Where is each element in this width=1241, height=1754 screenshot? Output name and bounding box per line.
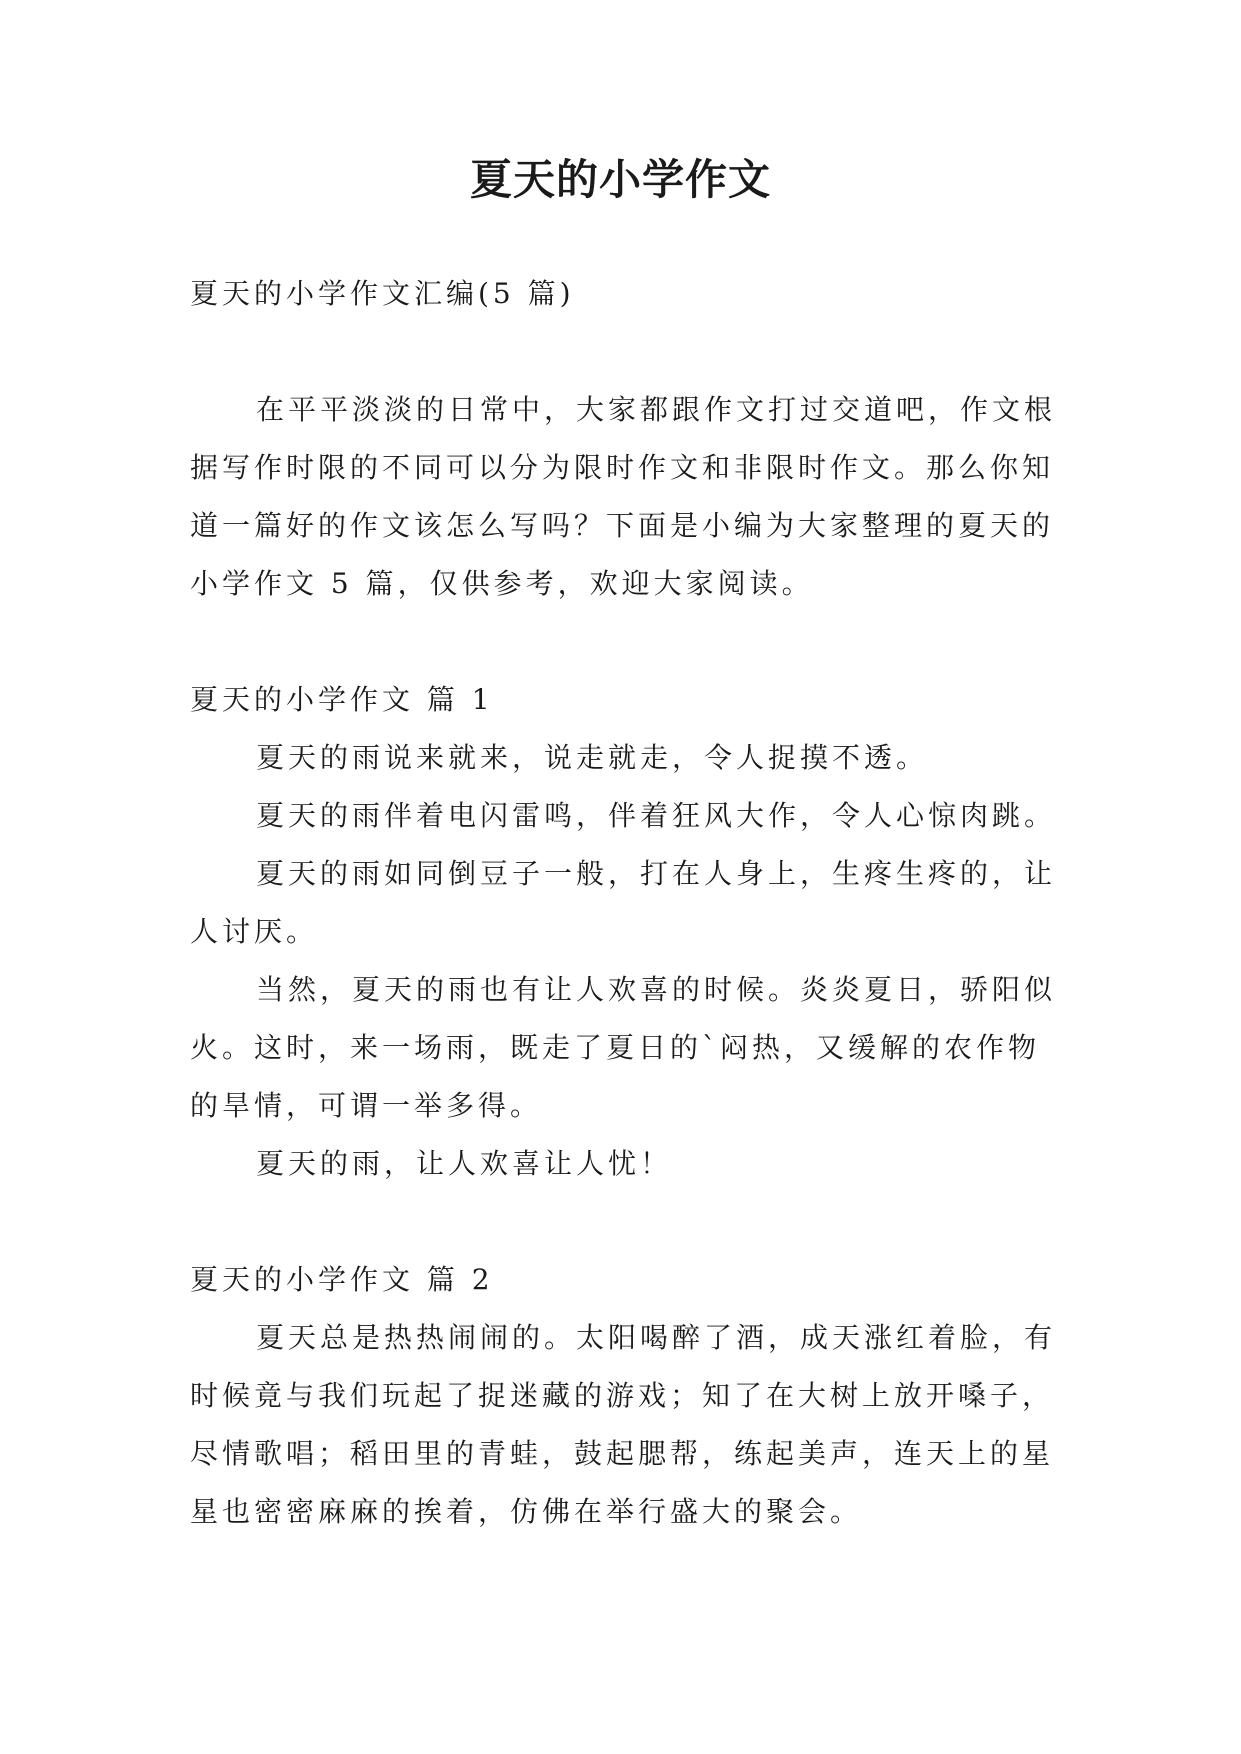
document-body (190, 265, 1070, 1541)
document-title: 夏天的小学作文 (469, 155, 771, 204)
section-paragraph: 夏天的雨伴着电闪雷鸣，伴着狂风大作，令人心惊肉跳。 (256, 799, 1057, 832)
intro-paragraph: 在平平淡淡的日常中，大家都跟作文打过交道吧，作文根据写作时限的不同可以分为限时作文和非限时作文。那么你知道一篇好的作文该怎么写吗？下面是小编为大家整理的夏天的小学作文 5 篇，仅供参考，欢迎大家阅读。 (190, 393, 1057, 600)
section-paragraph: 夏天的雨如同倒豆子一般，打在人身上，生疼生疼的，让人讨厌。 (190, 857, 1057, 948)
section-paragraph: 夏天的雨说来就来，说走就走，令人捉摸不透。 (256, 741, 929, 774)
spacer (190, 613, 1070, 671)
section-paragraph: 夏天总是热热闹闹的。太阳喝醉了酒，成天涨红着脸，有时候竟与我们玩起了捉迷藏的游戏；知了在大树上放开嗓子，尽情歌唱；稻田里的青蛙，鼓起腮帮，练起美声，连天上的星星也密密麻麻的挨着，仿佛在举行盛大的聚会。 (190, 1321, 1057, 1528)
section-paragraph: 当然，夏天的雨也有让人欢喜的时候。炎炎夏日，骄阳似火。这时，来一场雨，既走了夏日的`闷热，又缓解的农作物的旱情，可谓一举多得。 (190, 973, 1057, 1122)
section-heading: 夏天的小学作文 篇 2 (190, 1263, 494, 1296)
document-subtitle: 夏天的小学作文汇编(5 篇) (190, 277, 575, 310)
section-heading: 夏天的小学作文 篇 1 (190, 683, 494, 716)
spacer (190, 323, 1070, 381)
section-paragraph: 夏天的雨，让人欢喜让人忧！ (256, 1147, 673, 1180)
spacer (190, 1193, 1070, 1251)
